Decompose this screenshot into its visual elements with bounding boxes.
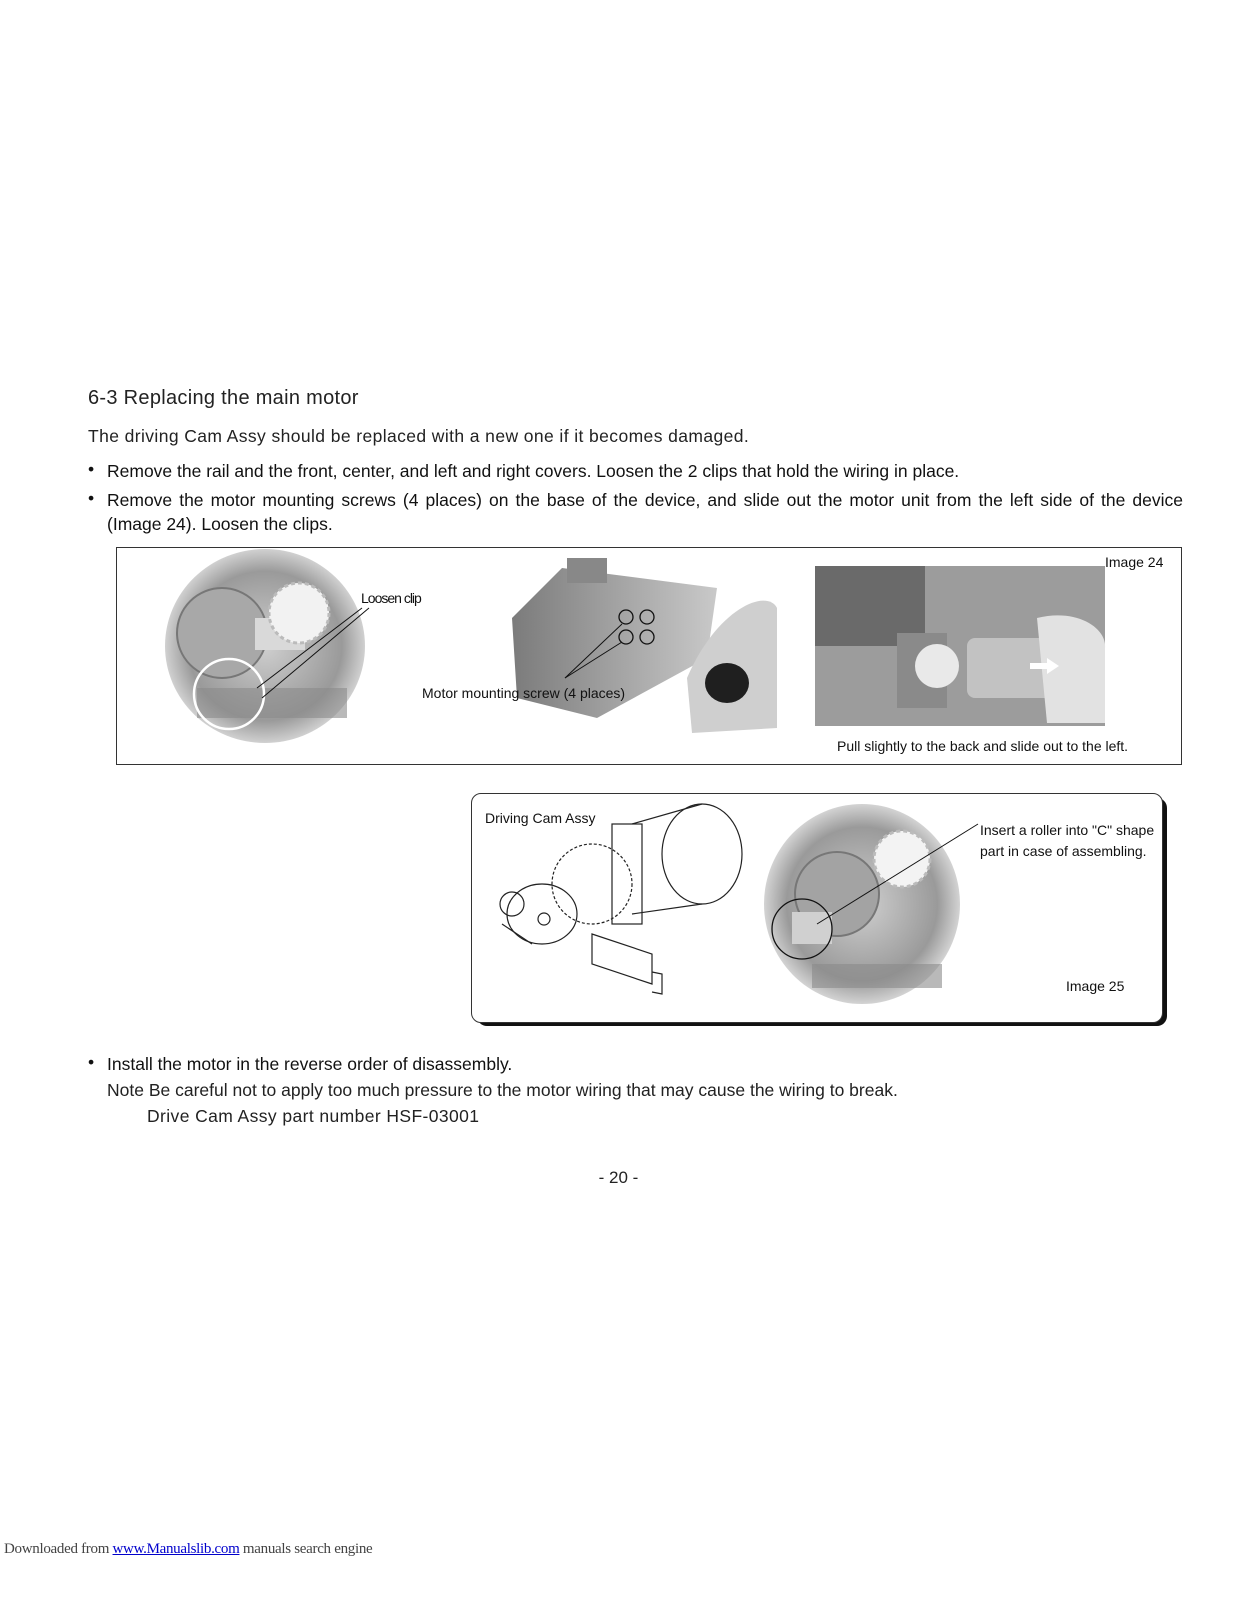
figure-image-25	[471, 793, 1163, 1023]
bullet-marker: •	[88, 488, 95, 508]
label-insert-roller-line2: part in case of assembling.	[980, 843, 1147, 859]
intro-text: The driving Cam Assy should be replaced with a new one if it becomes damaged.	[88, 426, 750, 446]
section-heading: 6-3 Replacing the main motor	[88, 387, 359, 409]
label-pull-slide: Pull slightly to the back and slide out to the left.	[837, 738, 1129, 754]
bullet-text: Remove the rail and the front, center, and left and right covers. Loosen the 2 clips that hold the wiring in place.	[107, 461, 960, 481]
bullet-marker: •	[88, 1052, 95, 1072]
figure-image-24	[116, 547, 1182, 765]
manualslib-link[interactable]: www.Manualslib.com	[112, 1541, 240, 1557]
bullet-marker: •	[88, 459, 95, 479]
caption-image-24: Image 24	[1105, 554, 1164, 570]
footer-prefix: Downloaded from	[4, 1541, 113, 1557]
label-insert-roller-line1: Insert a roller into "C" shape	[980, 822, 1155, 838]
label-motor-mounting-screw: Motor mounting screw (4 places)	[422, 685, 626, 701]
note-text: Note Be careful not to apply too much pressure to the motor wiring that may cause the wiring to break.	[107, 1080, 898, 1100]
label-driving-cam-assy: Driving Cam Assy	[485, 810, 596, 826]
caption-image-25: Image 25	[1066, 978, 1125, 994]
bullet-text: Remove the motor mounting screws (4 places) on the base of the device, and slide out the motor unit from the left side of the device (Image 24). Loosen the clips.	[107, 490, 1183, 534]
footer	[4, 1541, 372, 1558]
part-number-text: Drive Cam Assy part number HSF-03001	[147, 1106, 480, 1126]
label-loosen-clip: Loosen clip	[361, 590, 421, 606]
footer-suffix: manuals search engine	[239, 1541, 373, 1557]
bullet-text: Install the motor in the reverse order of disassembly.	[107, 1054, 513, 1074]
figure-24-illustration	[117, 548, 1181, 764]
page-number: - 20 -	[598, 1168, 639, 1187]
